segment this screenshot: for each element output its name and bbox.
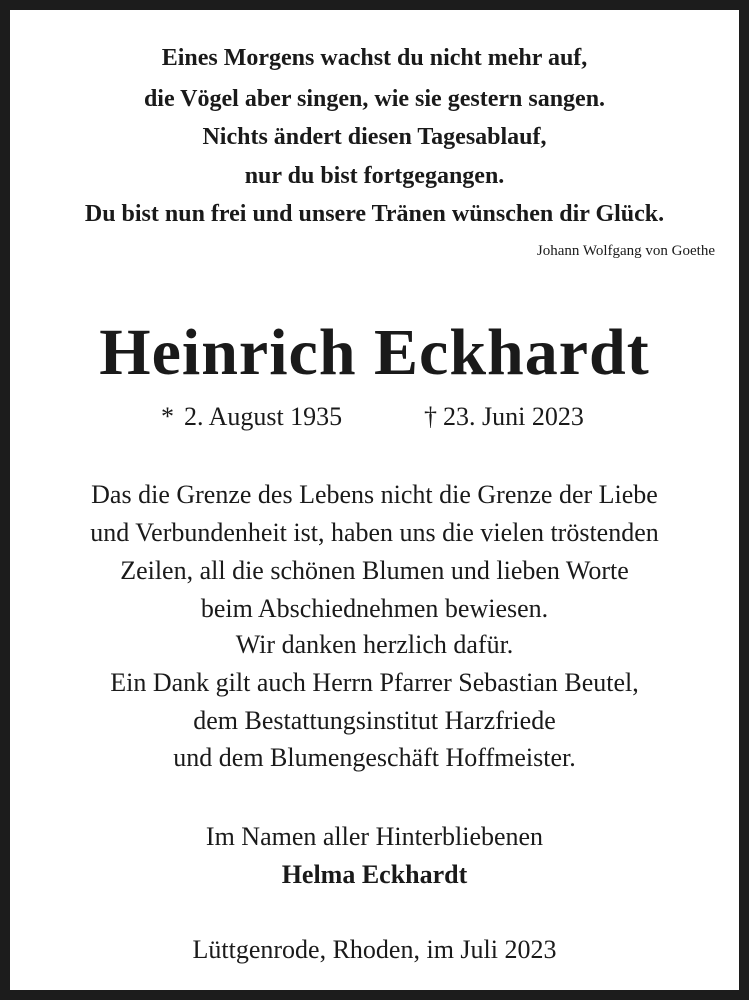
death-date: 23. Juni 2023: [443, 402, 584, 431]
poem-line: Du bist nun frei und unsere Tränen wünschen dir Glück.: [84, 201, 665, 227]
message-line: und Verbundenheit ist, haben uns die vielen tröstenden: [90, 518, 659, 547]
poem-line: die Vögel aber singen, wie sie gestern sangen.: [143, 86, 606, 112]
poem-line: Eines Morgens wachst du nicht mehr auf,: [161, 45, 588, 71]
signer-name: Helma Eckhardt: [281, 860, 468, 889]
death-cross-icon: †: [424, 402, 437, 431]
place-and-date: Lüttgenrode, Rhoden, im Juli 2023: [192, 935, 557, 964]
message-line: und dem Blumengeschäft Hoffmeister.: [173, 743, 576, 772]
poem-line: Nichts ändert diesen Tagesablauf,: [202, 124, 547, 150]
death-date-group: [424, 402, 584, 432]
message-line: Zeilen, all die schönen Blumen und lieben Worte: [120, 556, 629, 585]
message-line: Ein Dank gilt auch Herrn Pfarrer Sebastian Beutel,: [110, 668, 639, 697]
message-line: beim Abschiednehmen bewiesen.: [200, 594, 549, 623]
message-line: Das die Grenze des Lebens nicht die Grenze der Liebe: [91, 480, 658, 509]
deceased-name: Heinrich Eckhardt: [99, 316, 650, 389]
birth-date-group: [161, 402, 342, 432]
message-line: Wir danken herzlich dafür.: [235, 630, 514, 659]
poem-author: Johann Wolfgang von Goethe: [536, 243, 715, 259]
birth-date: 2. August 1935: [184, 402, 343, 431]
birth-star-icon: *: [161, 402, 174, 431]
signature-intro: Im Namen aller Hinterbliebenen: [205, 822, 544, 851]
poem-line: nur du bist fortgegangen.: [244, 163, 505, 189]
message-line: dem Bestattungsinstitut Harzfriede: [193, 706, 556, 735]
